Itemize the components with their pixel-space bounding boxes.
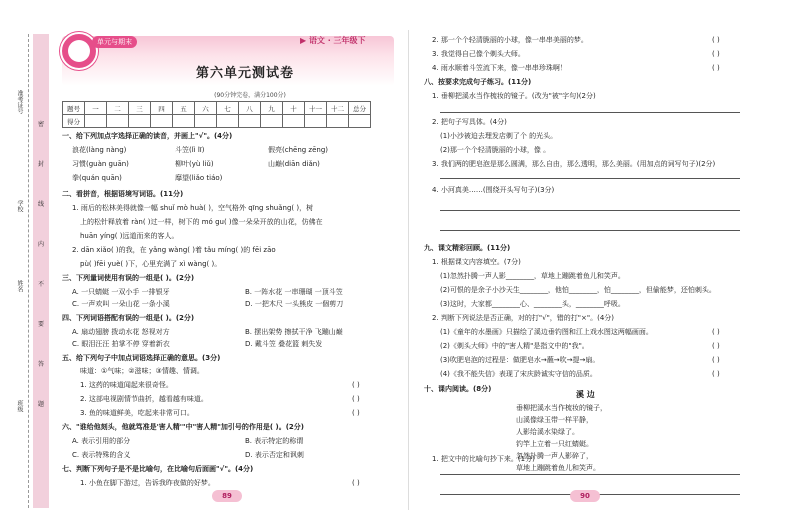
score-cell[interactable] xyxy=(217,115,239,128)
question-text: huān yíng( )远道而来的客人。 xyxy=(80,232,179,240)
question-text: 3. 我们两的肥皂泡是那么圆满，那么自由，那么透明，那么美丽。(用加点的词写句子)(2分) xyxy=(432,160,716,168)
question-text: ( ) xyxy=(712,328,720,336)
question-text: 1. 垂柳把溪水当作梳妆的镜子。(改为"被"字句)(2分) xyxy=(432,92,596,100)
score-cell[interactable] xyxy=(107,115,129,128)
question-text: 习惯(guàn guān) xyxy=(72,160,129,168)
margin-label: 准考证号 xyxy=(16,90,23,114)
question-text: A. 扇动翅膀 拨动水花 怒视对方 xyxy=(72,328,170,336)
poem-line: 钓竿上立着一只红蜻蜓。 xyxy=(516,440,593,448)
section-heading: 二、看拼音，根据语境写词语。(11分) xyxy=(62,190,184,198)
question-text: (1)忽然扑腾一声人影________，草地上蹦跳着鱼儿和笑声。 xyxy=(440,272,625,280)
question-text: ( ) xyxy=(352,395,360,403)
question-text: 2. 这部电视剧情节曲折，越看越有味道。 xyxy=(80,395,208,403)
question-text: 1. 雨后的松林美得就像一幅 shuǐ mò huà( )，空气格外 qīng shuǎng( )，树 xyxy=(72,204,314,212)
poem-line: 草地上蹦跳着鱼儿和笑声。 xyxy=(516,464,600,472)
question-text: (2)可恨的是余子小沙天生________，他怕________，怕________，但偷能梦，还怕刺头。 xyxy=(440,286,716,294)
page-title: 第六单元测试卷 xyxy=(195,66,294,81)
score-cell[interactable] xyxy=(305,115,327,128)
score-cell[interactable] xyxy=(239,115,261,128)
score-cell[interactable] xyxy=(195,115,217,128)
answer-line xyxy=(440,178,740,179)
score-header-cell: 四 xyxy=(151,102,173,115)
question-text: 浪花(làng nàng) xyxy=(72,146,127,154)
question-text: C. 表示特殊的含义 xyxy=(72,451,131,459)
question-text: 1. 把文中的比喻句抄下来。(1分) xyxy=(432,455,535,463)
question-text: D. 戴斗笠 叠花篮 刺失发 xyxy=(245,340,323,348)
question-text: ( ) xyxy=(352,479,360,487)
question-text: 1. 小鱼在脚下游过，告诉我昨夜做的好梦。 xyxy=(80,479,215,487)
margin-label: 学校 xyxy=(16,200,23,212)
section-heading: 九、课文精彩回顾。(11分) xyxy=(424,244,511,252)
score-cell[interactable] xyxy=(283,115,305,128)
question-text: 拳(quán quān) xyxy=(72,174,122,182)
score-header-cell: 七 xyxy=(217,102,239,115)
poem-line: 忽然扑腾一声人影碎了， xyxy=(516,452,593,460)
question-text: A. 表示引用的部分 xyxy=(72,437,131,445)
seal-char: 要 xyxy=(38,321,45,328)
question-text: 味道：①气味；②滋味；③情趣、情调。 xyxy=(80,367,204,375)
question-text: (3)这时，大家都________心、________头，________呼吸。 xyxy=(440,300,625,308)
score-header-cell: 三 xyxy=(129,102,151,115)
question-text: 4. 雨水顺着斗笠流下来，像一串串珍珠啊！ xyxy=(432,64,567,72)
question-text: 1. 根据课文内容填空。(7分) xyxy=(432,258,521,266)
margin-label: 班级 xyxy=(16,400,23,412)
question-text: ( ) xyxy=(352,381,360,389)
question-text: B. 表示特定的称谓 xyxy=(245,437,304,445)
score-cell[interactable] xyxy=(327,115,349,128)
score-cell[interactable] xyxy=(349,115,371,128)
score-header-cell: 五 xyxy=(173,102,195,115)
question-text: 1. 这药的味道闻起来很奇怪。 xyxy=(80,381,173,389)
poem-line: 人影给溪水染绿了。 xyxy=(516,428,579,436)
poem-title: 溪 边 xyxy=(576,389,595,399)
question-text: 3. 我觉得自己像个剃头大师。 xyxy=(432,50,525,58)
margin-cut-line xyxy=(28,34,29,508)
question-text: D. 表示否定和讽刺 xyxy=(245,451,304,459)
margin-label: 姓名 xyxy=(16,280,23,292)
seal-char: 线 xyxy=(38,201,45,208)
section-heading: 五、给下列句子中加点词语选择正确的意思。(3分) xyxy=(62,354,221,362)
section-heading: 七、判断下列句子是不是比喻句，在比喻句后面画"√"。(4分) xyxy=(62,465,254,473)
answer-line xyxy=(440,230,740,231)
question-text: ( ) xyxy=(712,64,720,72)
exam-info: (90分钟完卷，满分100分) xyxy=(214,92,286,99)
score-header-cell: 十一 xyxy=(305,102,327,115)
page-number-right: 90 xyxy=(570,490,600,502)
score-table xyxy=(62,101,371,128)
question-text: pù( )fēi yuè( )下，心里充满了 xì wàng( )。 xyxy=(80,260,222,268)
score-cell[interactable]: 得分 xyxy=(63,115,85,128)
seal-char: 答 xyxy=(38,361,45,368)
score-header-cell: 题号 xyxy=(63,102,85,115)
score-header-cell: 二 xyxy=(107,102,129,115)
question-text: 山巅(diān diǎn) xyxy=(268,160,320,168)
question-text: 2. dān xiǎo( )的我，在 yǎng wàng( )着 tǎu míng( )的 fēi zāo xyxy=(72,246,276,254)
poem-line: 垂柳把溪水当作梳妆的镜子， xyxy=(516,404,607,412)
question-text: 斗笠(lì lī) xyxy=(175,146,205,154)
question-text: 柳叶(yù liǔ) xyxy=(175,160,214,168)
seal-char: 不 xyxy=(38,281,45,288)
score-header-cell: 总分 xyxy=(349,102,371,115)
score-cell[interactable] xyxy=(129,115,151,128)
score-header-cell: 十 xyxy=(283,102,305,115)
page-divider xyxy=(408,30,409,510)
question-text: ( ) xyxy=(712,356,720,364)
question-text: 2. 判断下列说法是否正确，对的打"√"，错的打"×"。(4分) xyxy=(432,314,615,322)
score-cell[interactable] xyxy=(261,115,283,128)
question-text: (1)小沙被迫去理发店剃了个 的光头。 xyxy=(440,132,558,140)
score-header-cell: 一 xyxy=(85,102,107,115)
seal-char: 封 xyxy=(38,161,45,168)
question-text: B. 摆出架势 擦拭干净 飞蹦山巅 xyxy=(245,328,343,336)
question-text: ( ) xyxy=(712,50,720,58)
score-cell[interactable] xyxy=(85,115,107,128)
section-heading: 八、按要求完成句子练习。(11分) xyxy=(424,78,532,86)
question-text: 3. 鱼的味道鲜美，吃起来非常可口。 xyxy=(80,409,194,417)
question-text: (1)《童年的水墨画》只描绘了溪边垂钓图和江上戏水图这两幅画面。 xyxy=(440,328,653,336)
question-text: ( ) xyxy=(712,36,720,44)
question-text: A. 一只蜻蜓 一双小手 一排银牙 xyxy=(72,288,170,296)
question-text: 靡望(liǎo tiáo) xyxy=(175,174,223,182)
answer-line xyxy=(440,112,740,113)
seal-bar xyxy=(33,34,49,508)
question-text: C. 一声欢叫 一朵山花 一条小溪 xyxy=(72,300,170,308)
page-number-left: 89 xyxy=(212,490,242,502)
question-text: ( ) xyxy=(352,409,360,417)
question-text: (3)吹肥皂泡的过程是：做肥皂水→蘸→吹→提→扇。 xyxy=(440,356,600,364)
question-text: 2. 那一个个轻清脆丽的小球，像一串串美丽的梦。 xyxy=(432,36,588,44)
question-text: 假亮(chēng zēng) xyxy=(268,146,329,154)
question-text: 2. 把句子写具体。(4分) xyxy=(432,118,507,126)
unit-tag: 单元与期末 xyxy=(92,36,137,48)
seal-char: 内 xyxy=(38,241,45,248)
score-header-cell: 六 xyxy=(195,102,217,115)
question-text: D. 一把木尺 一头熊皮 一個剪刀 xyxy=(245,300,344,308)
question-text: ( ) xyxy=(712,342,720,350)
section-heading: 三、下列量词使用有误的一组是( )。(2分) xyxy=(62,274,195,282)
question-text: 4. 小河真美……(围绕开头写句子)(3分) xyxy=(432,186,555,194)
question-text: C. 眼泪汪汪 拍掌不停 穿着新衣 xyxy=(72,340,170,348)
answer-line xyxy=(440,474,740,475)
question-text: (4)《我不能失信》表现了宋庆龄诚实守信的品质。 xyxy=(440,370,597,378)
seal-char: 密 xyxy=(38,121,45,128)
question-text: (2)《剃头大师》中的"害人精"是指文中的"我"。 xyxy=(440,342,589,350)
answer-line xyxy=(440,210,740,211)
score-header-cell: 十二 xyxy=(327,102,349,115)
question-text: 上的松针释放着 ràn( )过一样，树下的 mó gu( )像一朵朵开放的山花，仿佛在 xyxy=(80,218,323,226)
section-heading: 四、下列词语搭配有误的一组是( )。(2分) xyxy=(62,314,195,322)
score-cell[interactable] xyxy=(151,115,173,128)
section-heading: 十、课内阅读。(8分) xyxy=(424,385,492,393)
section-heading: 六、"谁给他刻头，他就笃准是'害人精'"中"害人精"加引号的作用是( )。(2分) xyxy=(62,423,304,431)
poem-line: 山溪像绿玉带一样平静， xyxy=(516,416,593,424)
question-text: ( ) xyxy=(712,370,720,378)
section-heading: 一、给下列加点字选择正确的读音，并画上"√"。(4分) xyxy=(62,132,233,140)
score-cell[interactable] xyxy=(173,115,195,128)
score-header-cell: 八 xyxy=(239,102,261,115)
score-header-cell: 九 xyxy=(261,102,283,115)
question-text: B. 一阵水花 一串珊瑚 一顶斗笠 xyxy=(245,288,343,296)
seal-char: 题 xyxy=(38,401,45,408)
question-text: (2)那一个个轻清脆丽的小球，像 。 xyxy=(440,146,551,154)
subject-label: ▶ 语文 · 三年级下 xyxy=(300,36,366,45)
